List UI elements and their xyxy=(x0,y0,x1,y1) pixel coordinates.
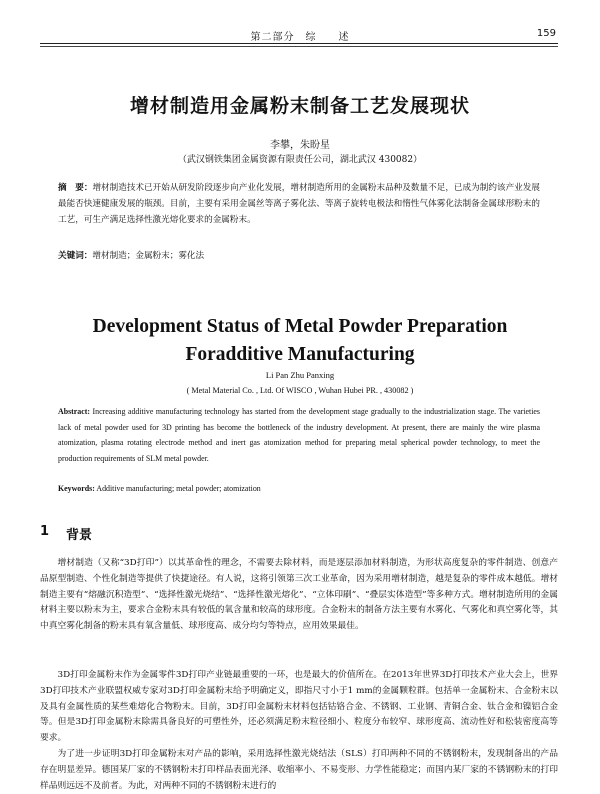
keywords-en xyxy=(58,481,540,497)
body-paragraph-2: 3D打印金属粉末作为金属零件3D打印产业链最重要的一环，也是最大的价值所在。在2013年世界3D打印技术产业大会上，世界3D打印技术产业联盟权威专家对3D打印金属粉末给予明确定义，即指尺寸小于1 mm的金属颗粒群。包括单一金属粉末、合金粉末以及具有金属性质的某些难熔化合物粉末。目前，3D打印金属粉末材料包括钴铬合金、不锈钢、工业钢、青铜合金、钛合金和镍铝合金等。但是3D打印金属粉末除需具备良好的可塑性外，还必须满足粉末粒径细小、粒度分布较窄、球形度高、流动性好和松装密度高等要求。 xyxy=(40,670,558,744)
paper-title-en-line2: Foradditive Manufacturing xyxy=(185,344,415,365)
authors-en: Li Pan Zhu Panxing xyxy=(265,370,335,380)
keywords-cn xyxy=(58,248,540,264)
affiliation-cn: （武汉钢铁集团金属资源有限责任公司，湖北武汉 430082） xyxy=(177,155,423,165)
keywords-cn-text: 增材制造；金属粉末；雾化法 xyxy=(92,251,205,261)
section-title: 背景 xyxy=(66,528,93,543)
header-rule-thin xyxy=(40,46,558,47)
body-paragraph-3: 为了进一步证明3D打印金属粉末对产品的影响，采用选择性激光烧结法（SLS）打印两种不同的不锈钢粉末，发现制备出的产品存在明显差异。德国某厂家的不锈钢粉末打印样品表面光泽、收缩率小、不易变形、力学性能稳定；而国内某厂家的不锈钢粉末的打印样品则远远不及前者。为此，对两种不同的不锈钢粉末进行的 xyxy=(40,749,558,791)
paper-title-cn: 增材制造用金属粉末制备工艺发展现状 xyxy=(129,95,470,117)
page-number: 159 xyxy=(536,28,556,39)
abstract-en xyxy=(58,404,540,466)
affiliation-en: ( Metal Material Co. , Ltd. Of WISCO , Wuhan Hubei PR. , 430082 ) xyxy=(186,386,414,395)
keywords-cn-label: 关键词： xyxy=(58,251,93,261)
running-header: 第二部分 综 述 xyxy=(250,32,350,43)
paper-title-en-line1: Development Status of Metal Powder Preparation xyxy=(92,316,508,337)
header-rule xyxy=(40,43,558,44)
abstract-cn xyxy=(58,180,540,228)
body-paragraph-1: 增材制造（又称“3D打印”）以其革命性的理念，不需要去除材料，而是逐层添加材料制造，为形状高度复杂的零件制造、创意产品原型制造、个性化制造等提供了快捷途径。有人说，这将引领第三次工业革命，因为采用增材制造，越是复杂的零件成本越低。增材制造主要有“熔融沉积造型”、“选择性激光烧结”、“选择性激光熔化”、“立体印刷”、“叠层实体造型”等多种方式。增材制造所用的金属材料主要以粉末为主，要求合金粉末具有较低的氧含量和较高的球形度。合金粉末的制备方法主要有水雾化、气雾化和真空雾化等，其中真空雾化制备的粉末具有氧含量低、球形度高、成分均匀等特点，应用效果最佳。 xyxy=(40,558,558,632)
keywords-en-label: Keywords: xyxy=(58,484,95,493)
authors-cn: 李攀，朱盼星 xyxy=(270,140,330,151)
paper-title-en xyxy=(0,313,600,369)
abstract-cn-label: 摘 要： xyxy=(58,183,93,193)
keywords-en-text: Additive manufacturing; metal powder; atomization xyxy=(94,484,261,493)
abstract-en-text: Increasing additive manufacturing technology has started from the development stage gradually to the industrialization stage. The varieties lack of metal powder used for 3D printing has become the bottleneck of the industry development. At present, there are mainly the wire plasma atomization, plasma rotating electrode method and inert gas atomization method for preparing metal spherical powder technology, to meet the production requirements of SLM metal powder. xyxy=(58,407,540,463)
abstract-cn-text: 增材制造技术已开始从研发阶段逐步向产业化发展，增材制造所用的金属粉末品种及数量不足，已成为制约该产业发展最能否快速健康发展的瓶颈。目前，主要有采用金属丝等离子雾化法、等离子旋转电极法和惰性气体雾化法制备金属球形粉末的工艺，可生产满足选择性激光熔化要求的金属粉末。 xyxy=(58,183,540,225)
section-number: 1 xyxy=(40,524,50,539)
abstract-en-label: Abstract: xyxy=(58,407,90,416)
